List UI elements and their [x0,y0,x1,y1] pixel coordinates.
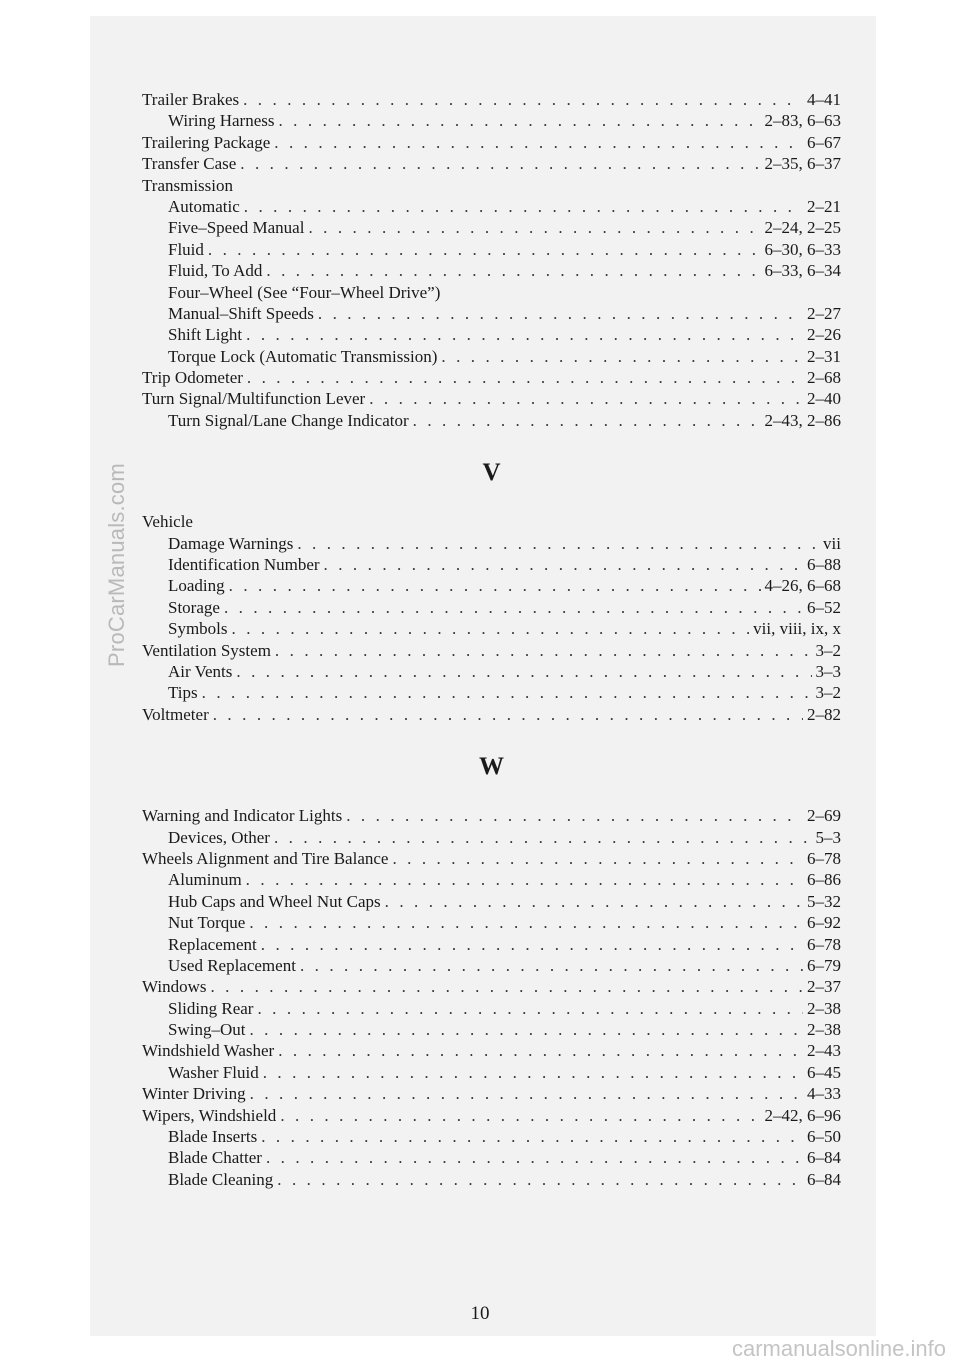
entry-pages: 2–43, 2–86 [764,410,841,430]
entry-pages: 2–35, 6–37 [764,154,841,174]
dot-leader [250,1083,803,1104]
entry-pages: 2–83, 6–63 [764,111,841,131]
entry-term: Trailer Brakes [142,90,240,109]
dot-leader [308,217,760,238]
entry-term: Ventilation System [142,640,271,660]
dot-leader [266,1147,803,1168]
entry-pages: 6–84 [807,1148,841,1168]
index-subentry [142,239,841,260]
index-subentry [142,682,841,703]
entry-term: Used Replacement [168,955,296,975]
index-entry [142,89,841,110]
index-subentry [142,303,841,324]
entry-pages: 6–33, 6–34 [764,261,841,281]
dot-leader [278,1040,803,1061]
entry-term: Symbols [168,619,228,639]
dot-leader [297,533,819,554]
index-subentry [142,891,841,912]
dot-leader [229,575,761,596]
entry-pages: 2–27 [807,303,841,323]
entry-term: Nut Torque [168,913,246,933]
index-entry [142,175,841,196]
dot-leader [266,260,760,281]
index-entry [142,367,841,388]
entry-pages: 4–33 [807,1084,841,1104]
index-subentry [142,324,841,345]
index-subentry [142,196,841,217]
page-number: 10 [470,1303,490,1324]
dot-leader [244,196,803,217]
index-entry [142,1040,841,1061]
entry-pages: 2–21 [807,196,841,216]
entry-term: Loading [168,576,225,596]
entry-pages: 2–68 [807,368,841,388]
entry-term: Four–Wheel (See “Four–Wheel Drive”) [168,282,441,302]
entry-term: Wheels Alignment and Tire Balance [142,848,389,868]
dot-leader [300,955,803,976]
index-subentry [142,955,841,976]
entry-term: Warning and Indicator Lights [142,806,343,826]
entry-term: Washer Fluid [168,1062,259,1082]
dot-leader [346,805,803,826]
entry-term: Winter Driving [142,1084,246,1104]
entry-pages: 2–38 [807,998,841,1018]
dot-leader [261,934,803,955]
index-subentry [142,110,841,131]
index-subentry [142,1147,841,1168]
entry-term: Vehicle [142,512,193,532]
index-entry [142,704,841,725]
entry-term: Fluid [168,239,204,259]
entry-pages: vii [823,533,841,553]
entry-term: Shift Light [168,325,243,345]
dot-leader [274,827,812,848]
entry-term: Trailering Package [142,132,271,152]
entry-pages: 5–32 [807,891,841,911]
index-subentry [142,282,841,303]
index-subentry [142,410,841,431]
entry-term: Swing–Out [168,1020,246,1040]
entry-term: Blade Chatter [168,1148,262,1168]
dot-leader [249,1019,803,1040]
dot-leader [208,239,761,260]
entry-pages: 6–67 [807,132,841,152]
entry-pages: vii, viii, ix, x [753,619,841,639]
dot-leader [202,682,812,703]
dot-leader [392,848,803,869]
dot-leader [249,912,803,933]
index-subentry [142,217,841,238]
dot-leader [369,388,803,409]
entry-term: Storage [168,597,220,617]
entry-pages: 2–40 [807,389,841,409]
index-entry [142,848,841,869]
dot-leader [246,869,803,890]
entry-term: Manual–Shift Speeds [168,303,314,323]
index-entry [142,640,841,661]
dot-leader [324,554,803,575]
entry-pages: 2–24, 2–25 [764,218,841,238]
entry-term: Windows [142,977,207,997]
index-entry [142,1083,841,1104]
index-subentry [142,554,841,575]
entry-term: Air Vents [168,661,233,681]
entry-pages: 6–30, 6–33 [764,239,841,259]
index-subentry [142,1062,841,1083]
entry-term: Transfer Case [142,154,237,174]
entry-term: Trip Odometer [142,368,243,388]
index-subentry [142,575,841,596]
entry-pages: 3–2 [815,683,841,703]
index-entry [142,132,841,153]
entry-term: Transmission [142,175,234,195]
index-entry [142,153,841,174]
entry-term: Wipers, Windshield [142,1105,277,1125]
entry-pages: 6–79 [807,955,841,975]
entry-term: Windshield Washer [142,1041,275,1061]
index-entry [142,976,841,997]
entry-pages: 3–3 [815,661,841,681]
dot-leader [236,661,811,682]
index-subentry [142,869,841,890]
entry-term: Fluid, To Add [168,261,263,281]
entry-term: Blade Cleaning [168,1169,274,1189]
entry-term: Sliding Rear [168,998,254,1018]
entry-pages: 5–3 [815,827,841,847]
index-subentry [142,618,841,639]
entry-term: Aluminum [168,870,242,890]
section-letter: V [482,459,501,487]
entry-pages: 2–31 [807,346,841,366]
section-letter: W [479,753,504,781]
dot-leader [240,153,760,174]
dot-leader [246,324,803,345]
entry-pages: 2–42, 6–96 [764,1105,841,1125]
entry-pages: 6–92 [807,913,841,933]
entry-term: Turn Signal/Multifunction Lever [142,389,366,409]
entry-pages: 2–43 [807,1041,841,1061]
dot-leader [261,1126,803,1147]
entry-pages: 6–50 [807,1127,841,1147]
watermark-carmanualsonline: carmanualsonline.info [731,1336,946,1361]
index-entry [142,511,841,532]
entry-pages: 2–69 [807,806,841,826]
index-subentry [142,533,841,554]
watermark-procarmanuals: ProCarManuals.com [104,463,129,667]
entry-term: Hub Caps and Wheel Nut Caps [168,891,381,911]
entry-term: Tips [168,683,198,703]
entry-term: Replacement [168,934,257,954]
entry-pages: 2–38 [807,1020,841,1040]
index-entry [142,805,841,826]
dot-leader [413,410,761,431]
index-subentry [142,260,841,281]
index-sections [142,89,841,1190]
index-subentry [142,827,841,848]
index-subentry [142,1019,841,1040]
entry-term: Torque Lock (Automatic Transmission) [168,346,438,366]
entry-pages: 6–45 [807,1062,841,1082]
entry-term: Five–Speed Manual [168,218,305,238]
dot-leader [257,998,803,1019]
entry-term: Identification Number [168,555,320,575]
dot-leader [232,618,750,639]
entry-pages: 6–78 [807,848,841,868]
index-subentry [142,1169,841,1190]
dot-leader [243,89,803,110]
entry-pages: 6–84 [807,1169,841,1189]
entry-term: Devices, Other [168,827,270,847]
entry-term: Voltmeter [142,704,209,724]
index-entry [142,388,841,409]
dot-leader [318,303,803,324]
dot-leader [385,891,803,912]
entry-pages: 6–88 [807,555,841,575]
index-subentry [142,661,841,682]
entry-term: Automatic [168,196,240,216]
entry-pages: 3–2 [815,640,841,660]
index-subentry [142,934,841,955]
entry-term: Turn Signal/Lane Change Indicator [168,410,409,430]
entry-pages: 6–52 [807,597,841,617]
dot-leader [263,1062,803,1083]
index-subentry [142,346,841,367]
entry-term: Blade Inserts [168,1127,258,1147]
entry-term: Damage Warnings [168,533,294,553]
index-subentry [142,1126,841,1147]
dot-leader [247,367,803,388]
entry-pages: 4–26, 6–68 [764,576,841,596]
dot-leader [441,346,803,367]
index-entry [142,1105,841,1126]
dot-leader [274,132,803,153]
entry-pages: 6–78 [807,934,841,954]
entry-pages: 2–26 [807,325,841,345]
dot-leader [224,597,803,618]
dot-leader [280,1105,760,1126]
index-subentry [142,998,841,1019]
dot-leader [275,640,812,661]
dot-leader [213,704,803,725]
entry-pages: 2–82 [807,704,841,724]
entry-pages: 4–41 [807,90,841,109]
dot-leader [277,1169,803,1190]
entry-term: Wiring Harness [168,111,275,131]
dot-leader [210,976,803,997]
index-subentry [142,597,841,618]
dot-leader [278,110,760,131]
index-subentry [142,912,841,933]
entry-pages: 6–86 [807,870,841,890]
entry-pages: 2–37 [807,977,841,997]
index-content [142,89,841,1190]
